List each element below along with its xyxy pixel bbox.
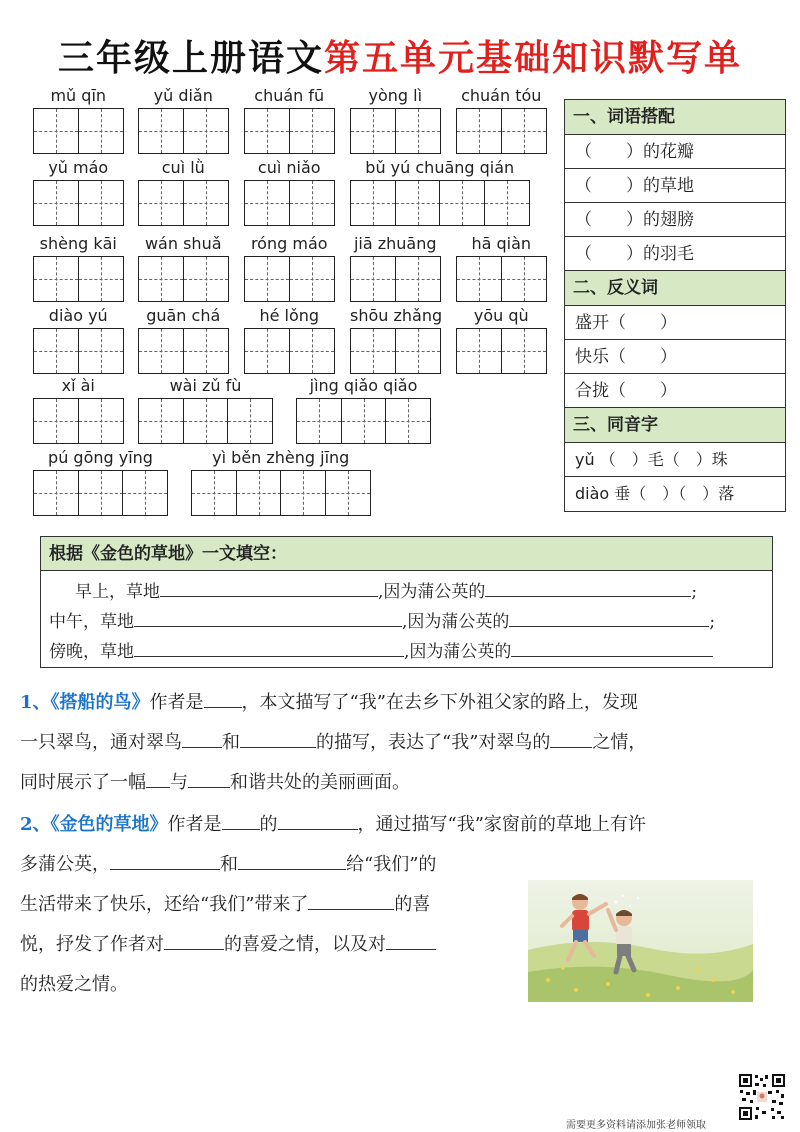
tian-zi-ge-box[interactable] (122, 470, 168, 516)
tian-zi-ge-box[interactable] (296, 398, 342, 444)
q2-blank[interactable] (110, 850, 220, 870)
pinyin-word (296, 376, 431, 446)
q1-blank-author[interactable] (204, 688, 242, 708)
fill-blank[interactable] (134, 639, 404, 657)
exercise-table (564, 99, 786, 512)
page-title (0, 30, 800, 81)
tian-zi-ge-box[interactable] (439, 180, 485, 226)
tian-zi-ge-box[interactable] (78, 470, 124, 516)
match-row[interactable]: （ ）的草地 (565, 169, 785, 203)
pinyin-label: yì běn zhèng jīng (212, 448, 350, 467)
q2-number: 2、 (20, 814, 51, 835)
q2-text: ，通过描写“我”家窗前的草地上有许 (357, 814, 646, 835)
q2-text: 多蒲公英， (20, 854, 110, 875)
tian-zi-ge-box[interactable] (78, 328, 124, 374)
q1-book-title: 《搭船的鸟》 (50, 692, 150, 713)
fill-line-evening (49, 637, 713, 662)
title-unit: 第五单元基础知识默写单 (324, 37, 743, 79)
tian-zi-ge-box[interactable] (385, 398, 431, 444)
tian-zi-ge-box[interactable] (456, 256, 502, 302)
pinyin-word (33, 376, 124, 446)
pinyin-word (350, 158, 530, 228)
q1-line2 (20, 723, 646, 763)
pinyin-label: wán shuǎ (144, 234, 222, 253)
pinyin-label: pú gōng yīng (48, 448, 153, 467)
q2-text: 悦，抒发了作者对 (20, 934, 164, 955)
pinyin-word (350, 234, 441, 304)
q1-text: 和谐共处的美丽画面。 (230, 772, 410, 793)
q2-blank[interactable] (164, 930, 224, 950)
tian-zi-ge-box[interactable] (183, 108, 229, 154)
q1-text: 作者是 (149, 692, 204, 713)
pinyin-word (138, 376, 273, 446)
qr-code[interactable] (738, 1073, 786, 1121)
fill-blank[interactable] (160, 579, 378, 597)
tian-zi-ge-box[interactable] (236, 470, 282, 516)
pinyin-label: yǔ diǎn (153, 86, 213, 105)
fill-label: ,因为蒲公英的 (402, 612, 510, 632)
tian-zi-ge-box[interactable] (289, 180, 335, 226)
pinyin-label: yòng lì (368, 86, 423, 105)
pinyin-word (33, 158, 124, 228)
q2-text: 的热爱之情。 (20, 974, 128, 995)
q1-line3 (20, 763, 410, 803)
tian-zi-ge-box[interactable] (484, 180, 530, 226)
tian-zi-ge-box[interactable] (280, 470, 326, 516)
tian-zi-ge-box[interactable] (395, 328, 441, 374)
tian-zi-ge-box[interactable] (244, 180, 290, 226)
q1-blank[interactable] (550, 728, 592, 748)
pinyin-word (456, 306, 547, 376)
tian-zi-ge-box[interactable] (78, 398, 124, 444)
tian-zi-ge-box[interactable] (33, 398, 79, 444)
tian-zi-ge-box[interactable] (289, 256, 335, 302)
homophone-row[interactable]: yǔ （ ）毛（ ）珠 (565, 443, 785, 477)
section-antonyms: 二、反义词 (565, 271, 785, 306)
pinyin-label: jiā zhuāng (353, 234, 437, 253)
tian-zi-ge-box[interactable] (244, 256, 290, 302)
pinyin-label: jìng qiǎo qiǎo (309, 376, 418, 395)
tian-zi-ge-box[interactable] (138, 256, 184, 302)
q2-text: 作者是 (167, 814, 222, 835)
title-grade: 三年级上册语文 (57, 37, 324, 79)
tian-zi-ge-box[interactable] (138, 108, 184, 154)
antonym-row[interactable]: 合拢（ ） (565, 374, 785, 408)
pinyin-label: bǔ yú chuāng qián (365, 158, 515, 177)
pinyin-label: xǐ ài (61, 376, 95, 395)
pinyin-word (138, 234, 229, 304)
pinyin-word (244, 234, 335, 304)
q2-line2 (20, 845, 436, 885)
match-row[interactable]: （ ）的羽毛 (565, 237, 785, 271)
pinyin-label: cuì lǜ (161, 158, 205, 177)
tian-zi-ge-box[interactable] (350, 328, 396, 374)
match-row[interactable]: （ ）的花瓣 (565, 135, 785, 169)
tian-zi-ge-box[interactable] (395, 256, 441, 302)
tian-zi-ge-box[interactable] (244, 108, 290, 154)
tian-zi-ge-box[interactable] (78, 108, 124, 154)
tian-zi-ge-box[interactable] (138, 328, 184, 374)
section-word-match: 一、词语搭配 (565, 100, 785, 135)
q1-blank[interactable] (182, 728, 222, 748)
pinyin-word (456, 234, 547, 304)
q2-text: 生活带来了快乐，还给“我们”带来了 (20, 894, 309, 915)
fill-line-noon (49, 607, 715, 632)
tian-zi-ge-box[interactable] (33, 328, 79, 374)
tian-zi-ge-box[interactable] (456, 328, 502, 374)
pinyin-word (138, 86, 229, 156)
tian-zi-ge-box[interactable] (350, 180, 396, 226)
pinyin-label: mǔ qīn (50, 86, 107, 105)
homophone-row[interactable]: diào 垂（ ）（ ）落 (575, 484, 735, 503)
tian-zi-ge-box[interactable] (33, 470, 79, 516)
tian-zi-ge-box[interactable] (325, 470, 371, 516)
tian-zi-ge-box[interactable] (183, 398, 229, 444)
tian-zi-ge-box[interactable] (289, 328, 335, 374)
q1-text: 和 (222, 732, 240, 753)
pinyin-word (456, 86, 547, 156)
q2-line5 (20, 965, 128, 1005)
q1-blank[interactable] (188, 768, 230, 788)
tian-zi-ge-box[interactable] (183, 180, 229, 226)
q2-text: 给“我们”的 (346, 854, 437, 875)
q2-text: 的喜爱之情，以及对 (224, 934, 386, 955)
tian-zi-ge-box[interactable] (33, 108, 79, 154)
tian-zi-ge-box[interactable] (341, 398, 387, 444)
q1-text: 一只翠鸟，通对翠鸟 (20, 732, 182, 753)
pinyin-label: chuán tóu (461, 86, 542, 105)
pinyin-label: shèng kāi (39, 234, 117, 253)
q1-text: 之情， (592, 732, 647, 753)
q1-text: ，本文描写了“我”在去乡下外祖父家的路上，发现 (241, 692, 638, 713)
tian-zi-ge-box[interactable] (501, 256, 547, 302)
q1-text: 同时展示了一幅 (20, 772, 146, 793)
pinyin-word (138, 306, 229, 376)
pinyin-label: yǔ máo (48, 158, 109, 177)
tian-zi-ge-box[interactable] (227, 398, 273, 444)
q1-number: 1、 (20, 692, 51, 713)
pinyin-word (350, 306, 441, 376)
pinyin-label: róng máo (250, 234, 328, 253)
pinyin-word (33, 234, 124, 304)
q2-blank[interactable] (278, 810, 358, 830)
fill-blank[interactable] (511, 639, 713, 657)
q2-line1 (20, 805, 646, 845)
fill-blank[interactable] (485, 579, 691, 597)
pinyin-word (191, 448, 371, 518)
fill-end: ; (691, 582, 698, 602)
pinyin-word (244, 306, 335, 376)
q1-text: 与 (170, 772, 188, 793)
fill-heading: 根据《金色的草地》一文填空： (41, 537, 772, 571)
q2-blank[interactable] (308, 890, 394, 910)
pinyin-word (350, 86, 441, 156)
tian-zi-ge-box[interactable] (183, 256, 229, 302)
pinyin-label: guān chá (146, 306, 221, 325)
fill-label: ,因为蒲公英的 (404, 642, 512, 662)
footer-note: 需要更多资料请添加张老师领取 (566, 1120, 706, 1131)
pinyin-label: chuán fū (254, 86, 325, 105)
tian-zi-ge-box[interactable] (78, 180, 124, 226)
fill-label: 傍晚，草地 (49, 642, 134, 662)
q2-book-title: 《金色的草地》 (50, 814, 168, 835)
q2-text: 的 (259, 814, 278, 835)
fill-line-morning (75, 577, 697, 602)
fill-blank[interactable] (134, 609, 402, 627)
pinyin-label: shōu zhǎng (350, 306, 443, 325)
pinyin-word (244, 158, 335, 228)
pinyin-word (33, 448, 168, 518)
tian-zi-ge-box[interactable] (244, 328, 290, 374)
section-homophones: 三、同音字 (565, 408, 785, 443)
fill-end: ; (709, 612, 716, 632)
tian-zi-ge-box[interactable] (395, 180, 441, 226)
q2-blank[interactable] (386, 930, 436, 950)
pinyin-label: yōu qù (473, 306, 529, 325)
tian-zi-ge-box[interactable] (289, 108, 335, 154)
q1-blank[interactable] (240, 728, 316, 748)
q1-text: 的描写，表达了“我”对翠鸟的 (316, 732, 551, 753)
q2-line4 (20, 925, 436, 965)
tian-zi-ge-box[interactable] (456, 108, 502, 154)
fill-blank[interactable] (509, 609, 709, 627)
tian-zi-ge-box[interactable] (183, 328, 229, 374)
pinyin-label: cuì niǎo (257, 158, 321, 177)
tian-zi-ge-box[interactable] (138, 180, 184, 226)
q1-line1 (20, 683, 638, 723)
antonym-row[interactable]: 快乐（ ） (565, 340, 785, 374)
tian-zi-ge-box[interactable] (350, 108, 396, 154)
tian-zi-ge-box[interactable] (350, 256, 396, 302)
q2-blank[interactable] (222, 810, 260, 830)
tian-zi-ge-box[interactable] (33, 256, 79, 302)
q2-text: 的喜 (394, 894, 431, 915)
pinyin-label: hé lǒng (259, 306, 320, 325)
fill-label: 中午，草地 (49, 612, 134, 632)
q2-text: 和 (220, 854, 238, 875)
tian-zi-ge-box[interactable] (191, 470, 237, 516)
tian-zi-ge-box[interactable] (138, 398, 184, 444)
fill-label: 早上，草地 (75, 582, 160, 602)
children-meadow-illustration (528, 880, 753, 1002)
pinyin-label: hā qiàn (471, 234, 532, 253)
pinyin-label: diào yú (48, 306, 108, 325)
pinyin-word (33, 86, 124, 156)
q1-blank[interactable] (146, 768, 170, 788)
antonym-row[interactable]: 盛开（ ） (565, 306, 785, 340)
tian-zi-ge-box[interactable] (395, 108, 441, 154)
q2-blank[interactable] (238, 850, 346, 870)
pinyin-label: wài zǔ fù (169, 376, 242, 395)
pinyin-word (33, 306, 124, 376)
pinyin-word (244, 86, 335, 156)
q2-line3 (20, 885, 430, 925)
tian-zi-ge-box[interactable] (501, 328, 547, 374)
tian-zi-ge-box[interactable] (501, 108, 547, 154)
match-row[interactable]: （ ）的翅膀 (565, 203, 785, 237)
fill-label: ,因为蒲公英的 (378, 582, 486, 602)
tian-zi-ge-box[interactable] (78, 256, 124, 302)
pinyin-word (138, 158, 229, 228)
fill-in-box (40, 536, 773, 668)
tian-zi-ge-box[interactable] (33, 180, 79, 226)
